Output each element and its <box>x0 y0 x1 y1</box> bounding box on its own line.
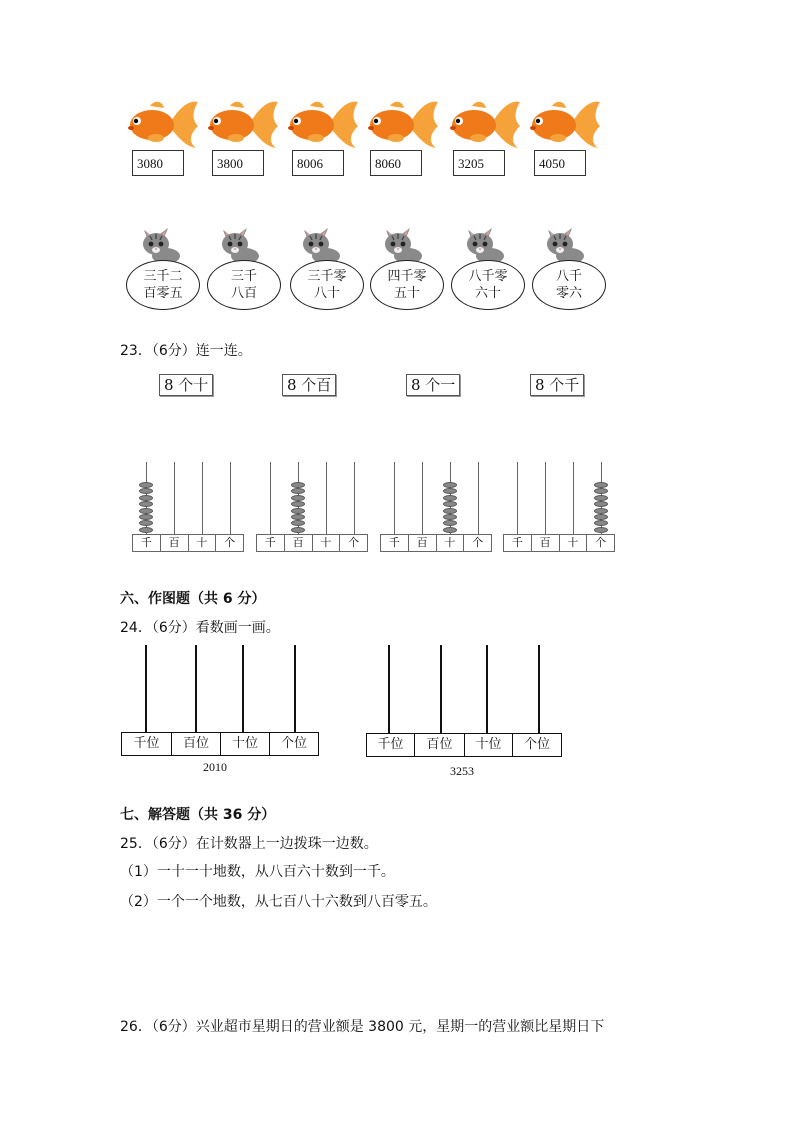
goldfish-icon <box>288 98 358 148</box>
abacus-rod <box>270 462 271 534</box>
cat-icon <box>542 224 586 264</box>
question-24-title: 24．（6分）看数画一画。 <box>120 620 280 636</box>
abacus-place-label: 百 <box>409 535 437 551</box>
abacus-bead <box>139 501 153 507</box>
abacus-bead <box>594 514 608 520</box>
abacus-place-label: 十 <box>560 535 588 551</box>
section-7-heading: 七、解答题（共 36 分） <box>120 807 276 823</box>
abacus-bead <box>594 527 608 533</box>
abacus <box>380 462 492 554</box>
abacus-place-label: 个 <box>595 536 607 549</box>
goldfish-icon <box>128 98 198 148</box>
abacus-place-label: 十 <box>313 535 341 551</box>
speech-bubble: 三千 八百 <box>207 260 281 310</box>
abacus-bead <box>291 501 305 507</box>
card-8-ones: 8 个一 <box>406 374 460 396</box>
abacus-rod <box>230 462 231 534</box>
abacus-bead <box>443 514 457 520</box>
abacus-rod <box>422 462 423 534</box>
speech-bubble: 三千二 百零五 <box>126 260 200 310</box>
counter-rod-tens <box>242 645 244 732</box>
abacus-place-label: 个 <box>224 536 236 549</box>
abacus-place-label: 百 <box>285 535 313 551</box>
abacus-bead <box>291 488 305 494</box>
label-tens: 十位 <box>465 734 513 756</box>
abacus-bead <box>139 514 153 520</box>
abacus-bead <box>594 488 608 494</box>
abacus-bead <box>291 495 305 501</box>
label-hundreds: 百位 <box>415 734 465 756</box>
abacus-bead <box>291 527 305 533</box>
cat-icon <box>298 224 342 264</box>
abacus-bead <box>594 482 608 488</box>
label-ones: 个位 <box>523 737 550 752</box>
goldfish-icon <box>368 98 438 148</box>
number-box: 3080 <box>132 150 184 176</box>
abacus-place-label: 千 <box>381 535 409 551</box>
cat-icon <box>138 224 182 264</box>
abacus-place-label: 百 <box>532 535 560 551</box>
abacus-bead <box>291 508 305 514</box>
number-box: 8060 <box>370 150 422 176</box>
counter-number-2010: 2010 <box>203 760 227 774</box>
cat-icon <box>380 224 424 264</box>
abacus-bead <box>139 482 153 488</box>
question-26-title: 26．（6分）兴业超市星期日的营业额是 3800 元，星期一的营业额比星期日下 <box>120 1019 605 1035</box>
abacus-base <box>503 534 615 552</box>
number-box: 4050 <box>534 150 586 176</box>
abacus-place-label: 个 <box>348 536 360 549</box>
abacus-rod <box>354 462 355 534</box>
abacus-rod <box>545 462 546 534</box>
question-25-item-2: （2）一个一个地数，从七百八十六数到八百零五。 <box>120 894 437 910</box>
abacus-place-label: 千 <box>133 535 161 551</box>
goldfish-icon <box>450 98 520 148</box>
abacus-bead <box>443 520 457 526</box>
abacus-rod <box>202 462 203 534</box>
abacus-rod <box>478 462 479 534</box>
abacus-base <box>380 534 492 552</box>
question-23-title: 23．（6分）连一连。 <box>120 343 252 359</box>
abacus-bead <box>139 495 153 501</box>
card-8-hundreds: 8 个百 <box>282 374 336 396</box>
speech-bubble: 三千零 八十 <box>290 260 364 310</box>
cat-icon <box>462 224 506 264</box>
abacus-bead <box>594 508 608 514</box>
counter-number-3253: 3253 <box>450 764 474 778</box>
question-25-title: 25．（6分）在计数器上一边拨珠一边数。 <box>120 836 378 852</box>
abacus-bead <box>291 520 305 526</box>
counter-base <box>121 732 319 756</box>
speech-bubble: 八千 零六 <box>532 260 606 310</box>
speech-bubble: 八千零 六十 <box>451 260 525 310</box>
card-8-thousands: 8 个千 <box>530 374 584 396</box>
number-box: 3205 <box>453 150 505 176</box>
abacus-bead <box>443 482 457 488</box>
counter-rod-hundreds <box>440 645 442 733</box>
speech-bubble: 四千零 五十 <box>370 260 444 310</box>
abacus-rod <box>326 462 327 534</box>
abacus-bead <box>594 495 608 501</box>
abacus-bead <box>443 508 457 514</box>
goldfish-icon <box>530 98 600 148</box>
counter-rod-tens <box>486 645 488 733</box>
label-hundreds: 百位 <box>172 733 221 755</box>
abacus-bead <box>594 520 608 526</box>
number-box: 8006 <box>292 150 344 176</box>
abacus-rod <box>517 462 518 534</box>
abacus-base <box>132 534 244 552</box>
label-thousands: 千位 <box>122 733 172 755</box>
abacus <box>256 462 368 554</box>
abacus-rod <box>573 462 574 534</box>
abacus <box>503 462 615 554</box>
counter-rod-thousands <box>388 645 390 733</box>
counter-rod-ones <box>294 645 296 732</box>
label-ones: 个位 <box>280 736 307 751</box>
counter-rod-hundreds <box>195 645 197 732</box>
abacus-bead <box>443 527 457 533</box>
counter-base <box>366 733 562 757</box>
abacus-place-label: 百 <box>161 535 189 551</box>
label-thousands: 千位 <box>367 734 415 756</box>
abacus-bead <box>139 488 153 494</box>
abacus-place-label: 十 <box>437 535 465 551</box>
abacus-place-label: 个 <box>472 536 484 549</box>
cat-icon <box>217 224 261 264</box>
abacus-bead <box>443 495 457 501</box>
abacus <box>132 462 244 554</box>
question-25-item-1: （1）一十一十地数，从八百六十数到一千。 <box>120 864 395 880</box>
abacus-bead <box>443 501 457 507</box>
abacus-bead <box>139 508 153 514</box>
counter-rod-thousands <box>145 645 147 732</box>
abacus-bead <box>291 514 305 520</box>
abacus-bead <box>139 520 153 526</box>
abacus-rod <box>174 462 175 534</box>
abacus-bead <box>594 501 608 507</box>
card-8-tens: 8 个十 <box>159 374 213 396</box>
abacus-base <box>256 534 368 552</box>
number-box: 3800 <box>212 150 264 176</box>
counter-rod-ones <box>538 645 540 733</box>
label-tens: 十位 <box>221 733 270 755</box>
abacus-bead <box>291 482 305 488</box>
abacus-place-label: 十 <box>189 535 217 551</box>
goldfish-icon <box>208 98 278 148</box>
section-6-heading: 六、作图题（共 6 分） <box>120 591 266 607</box>
counter-3253 <box>366 645 564 760</box>
abacus-place-label: 千 <box>504 535 532 551</box>
counter-2010 <box>121 645 321 757</box>
abacus-place-label: 千 <box>257 535 285 551</box>
abacus-bead <box>139 527 153 533</box>
abacus-bead <box>443 488 457 494</box>
abacus-rod <box>394 462 395 534</box>
